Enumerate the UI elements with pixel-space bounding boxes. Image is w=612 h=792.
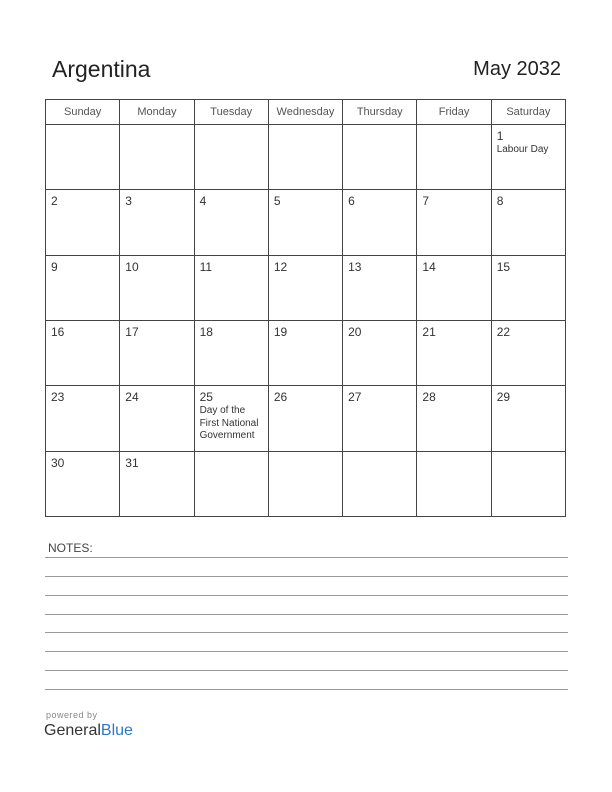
calendar-day-cell (46, 451, 120, 516)
calendar-day-cell (46, 386, 120, 451)
day-number: 8 (496, 194, 504, 209)
calendar-day-cell (491, 320, 565, 385)
holiday-label: Day of the First National Government (199, 405, 259, 442)
day-number: 23 (51, 390, 65, 405)
calendar-day-cell (194, 386, 268, 451)
notes-line (45, 576, 568, 577)
calendar-day-cell (343, 320, 417, 385)
calendar-day-cell (491, 190, 565, 255)
calendar-day-cell (268, 190, 342, 255)
calendar-day-cell (417, 320, 491, 385)
notes-line (45, 614, 568, 615)
day-number: 16 (51, 324, 65, 339)
calendar-day-cell (46, 125, 120, 190)
notes-line (45, 689, 568, 690)
calendar-day-cell (120, 190, 194, 255)
calendar-day-cell (120, 255, 194, 320)
day-number: 4 (199, 194, 207, 209)
weekday-tuesday: Tuesday (194, 100, 268, 125)
calendar-day-cell (343, 190, 417, 255)
weekday-wednesday: Wednesday (268, 100, 342, 125)
calendar-day-cell (343, 386, 417, 451)
calendar-day-cell (343, 125, 417, 190)
calendar-country-title: Argentina (52, 56, 151, 82)
weekday-sunday: Sunday (46, 100, 120, 125)
calendar-day-cell (417, 125, 491, 190)
calendar-day-cell (46, 320, 120, 385)
calendar-day-cell (417, 255, 491, 320)
notes-label: NOTES: (48, 541, 93, 555)
calendar-day-cell (120, 320, 194, 385)
notes-line (45, 557, 568, 558)
day-number: 7 (422, 194, 430, 209)
calendar-day-cell (120, 451, 194, 516)
calendar-day-cell (491, 386, 565, 451)
day-number: 25 (199, 390, 213, 405)
weekday-friday: Friday (417, 100, 491, 125)
calendar-week-row (46, 125, 566, 190)
day-number: 3 (125, 194, 132, 209)
calendar-day-cell (194, 451, 268, 516)
holiday-label: Labour Day (496, 144, 549, 155)
day-number: 21 (422, 324, 436, 339)
calendar-day-cell (268, 386, 342, 451)
notes-line (45, 651, 568, 652)
day-number: 12 (273, 259, 288, 274)
calendar-week-row (46, 320, 566, 385)
calendar-day-cell (194, 255, 268, 320)
calendar-day-cell (417, 190, 491, 255)
calendar-month-title: May 2032 (473, 58, 561, 80)
calendar-day-cell (268, 320, 342, 385)
notes-line (45, 595, 568, 596)
calendar-day-cell (268, 451, 342, 516)
powered-by-text: powered by (46, 710, 98, 720)
calendar-day-cell (491, 125, 565, 190)
day-number: 10 (125, 259, 139, 274)
brand-blue-text: Blue (100, 722, 133, 739)
calendar-day-cell (343, 255, 417, 320)
calendar-day-cell (194, 320, 268, 385)
day-number: 9 (51, 259, 58, 274)
calendar-day-cell (194, 190, 268, 255)
weekday-saturday: Saturday (491, 100, 565, 125)
calendar-week-row (46, 190, 566, 255)
day-number: 19 (273, 324, 288, 339)
calendar-day-cell (120, 125, 194, 190)
calendar-day-cell (194, 125, 268, 190)
generalblue-logo (44, 722, 133, 740)
day-number: 2 (51, 194, 58, 209)
day-number: 30 (51, 455, 65, 470)
calendar-day-cell (268, 255, 342, 320)
weekday-header-row (46, 100, 566, 125)
calendar-grid (45, 99, 566, 517)
day-number: 22 (496, 324, 511, 339)
calendar-day-cell (417, 386, 491, 451)
calendar-day-cell (46, 190, 120, 255)
brand-general-text: General (44, 722, 101, 739)
calendar-day-cell (343, 451, 417, 516)
day-number: 26 (273, 390, 288, 405)
calendar-week-row (46, 451, 566, 516)
day-number: 1 (496, 129, 504, 143)
calendar-day-cell (491, 255, 565, 320)
day-number: 31 (125, 455, 139, 470)
calendar-day-cell (491, 451, 565, 516)
notes-line (45, 632, 568, 633)
calendar-day-cell (417, 451, 491, 516)
day-number: 28 (422, 390, 436, 405)
day-number: 29 (496, 390, 511, 405)
calendar-week-row (46, 255, 566, 320)
day-number: 24 (125, 390, 139, 405)
notes-line (45, 670, 568, 671)
day-number: 20 (348, 324, 362, 339)
day-number: 27 (348, 390, 362, 405)
calendar-day-cell (46, 255, 120, 320)
day-number: 13 (348, 259, 362, 274)
weekday-monday: Monday (120, 100, 194, 125)
calendar-day-cell (120, 386, 194, 451)
day-number: 11 (199, 259, 213, 274)
day-number: 18 (199, 324, 213, 339)
day-number: 17 (125, 324, 139, 339)
calendar-day-cell (268, 125, 342, 190)
day-number: 15 (496, 259, 511, 274)
calendar-week-row (46, 386, 566, 451)
weekday-thursday: Thursday (343, 100, 417, 125)
day-number: 5 (273, 194, 281, 209)
day-number: 6 (348, 194, 355, 209)
day-number: 14 (422, 259, 436, 274)
